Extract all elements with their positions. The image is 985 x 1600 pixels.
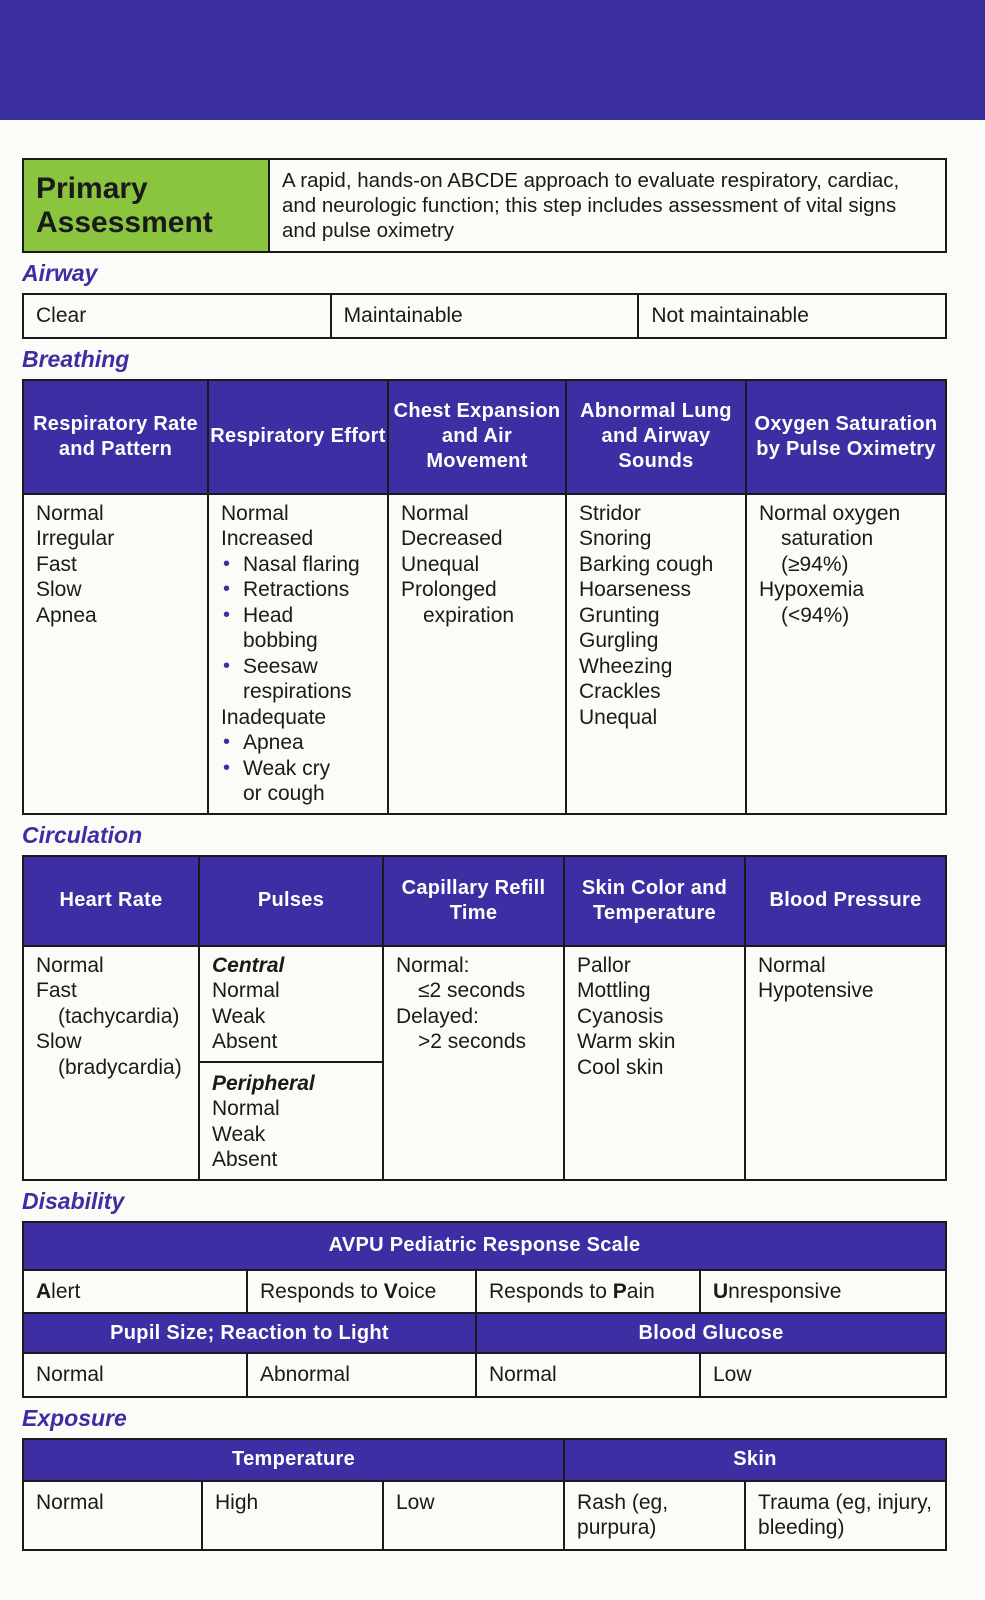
- bullet-item: • Seesaw respirations: [223, 654, 352, 703]
- chest-expansion-cell: [388, 494, 566, 814]
- list-item: (tachycardia): [58, 1004, 180, 1028]
- list-item: expiration: [423, 603, 515, 627]
- list-item: Barking cough: [579, 552, 714, 576]
- list-item: Fast: [36, 552, 77, 576]
- bullet-item: • Retractions: [223, 578, 350, 601]
- list-item: Hoarseness: [579, 578, 692, 601]
- list-item: Increased: [221, 527, 314, 550]
- list-item: Normal: [401, 501, 469, 525]
- list-item: Grunting: [579, 603, 660, 627]
- bullet-icon: •: [223, 654, 231, 677]
- lung-sounds-cell: [566, 494, 746, 814]
- list-item: Slow: [36, 1030, 82, 1053]
- pulses-cell: [199, 946, 383, 1180]
- temp-normal: Normal: [23, 1481, 202, 1550]
- avpu-unresponsive: Unresponsive: [700, 1270, 946, 1314]
- glucose-header: Blood Glucose: [476, 1313, 946, 1353]
- list-item: Absent: [212, 1148, 278, 1171]
- bullet-icon: •: [223, 552, 231, 575]
- disability-table: [22, 1221, 947, 1398]
- skin-trauma: Trauma (eg, injury, bleeding): [745, 1481, 946, 1550]
- list-item: Weak: [212, 1004, 266, 1028]
- list-item: Fast: [36, 979, 77, 1002]
- oxygen-saturation-cell: [746, 494, 946, 814]
- list-item: Normal: [212, 979, 280, 1002]
- bullet-item: • Head bobbing: [223, 603, 318, 652]
- list-item: (bradycardia): [58, 1055, 182, 1079]
- list-item: Normal:: [396, 953, 470, 977]
- list-item: Cool skin: [577, 1055, 664, 1079]
- list-item: Hypoxemia: [759, 578, 865, 601]
- airway-option: Not maintainable: [638, 294, 946, 338]
- circulation-table: [22, 855, 947, 1181]
- list-item: Normal: [758, 953, 826, 977]
- list-item: Warm skin: [577, 1030, 676, 1053]
- airway-table: [22, 293, 947, 339]
- list-item: (≥94%): [781, 552, 849, 576]
- breathing-header: Respiratory Effort: [208, 380, 388, 494]
- list-item: Unequal: [579, 705, 658, 729]
- list-item: Gurgling: [579, 629, 659, 652]
- list-item: Irregular: [36, 527, 115, 550]
- breathing-header: Abnormal Lung and Airway Sounds: [566, 380, 746, 494]
- airway-option: Maintainable: [331, 294, 639, 338]
- assessment-sheet: [22, 158, 947, 1551]
- bullet-icon: •: [223, 578, 231, 600]
- list-item: Cyanosis: [577, 1004, 664, 1028]
- airway-label: Airway: [22, 260, 98, 286]
- list-item: Snoring: [579, 527, 652, 550]
- blood-pressure-cell: [745, 946, 946, 1180]
- list-item: Mottling: [577, 979, 651, 1002]
- disability-label: Disability: [22, 1187, 125, 1214]
- circulation-header: Pulses: [199, 856, 383, 946]
- respiratory-rate-cell: [23, 494, 208, 814]
- temp-high: High: [202, 1481, 383, 1550]
- bullet-item: • Apnea: [223, 731, 304, 754]
- list-item: Crackles: [579, 680, 661, 703]
- temp-low: Low: [383, 1481, 564, 1550]
- list-item: Normal: [36, 953, 104, 977]
- circulation-label: Circulation: [22, 821, 143, 848]
- peripheral-pulse-block: [200, 1061, 382, 1173]
- peripheral-pulse-title: Peripheral: [212, 1071, 315, 1095]
- list-item: Delayed:: [396, 1004, 479, 1028]
- capillary-refill-cell: [383, 946, 564, 1180]
- respiratory-effort-cell: [208, 494, 388, 814]
- glucose-low: Low: [700, 1353, 946, 1397]
- bullet-icon: •: [223, 731, 231, 753]
- header-band: [0, 0, 985, 120]
- avpu-pain: Responds to Pain: [476, 1270, 700, 1314]
- list-item: (<94%): [781, 603, 850, 627]
- avpu-header: AVPU Pediatric Response Scale: [23, 1222, 946, 1270]
- list-item: Normal: [36, 501, 104, 525]
- central-pulse-title: Central: [212, 953, 285, 977]
- list-item: Normal oxygen: [759, 501, 901, 525]
- skin-rash: Rash (eg, purpura): [564, 1481, 745, 1550]
- list-item: saturation: [781, 527, 874, 550]
- list-item: ≤2 seconds: [418, 979, 526, 1002]
- airway-option: Clear: [23, 294, 331, 338]
- bullet-icon: •: [223, 603, 231, 626]
- heart-rate-cell: [23, 946, 199, 1180]
- circulation-header: Blood Pressure: [745, 856, 946, 946]
- breathing-header: Respiratory Rate and Pattern: [23, 380, 208, 494]
- avpu-alert: Alert: [23, 1270, 247, 1314]
- primary-assessment-description: A rapid, hands-on ABCDE approach to evaluate respiratory, cardiac, and neurologic function; this step includes assessment of vital signs and pulse oximetry: [269, 159, 946, 252]
- breathing-label: Breathing: [22, 345, 130, 372]
- list-item: Normal: [221, 501, 289, 525]
- circulation-header: Capillary Refill Time: [383, 856, 564, 946]
- bullet-icon: •: [223, 756, 231, 779]
- list-item: Stridor: [579, 501, 641, 525]
- list-item: Slow: [36, 578, 82, 601]
- pupil-header: Pupil Size; Reaction to Light: [23, 1313, 476, 1353]
- temperature-header: Temperature: [23, 1439, 564, 1481]
- list-item: Unequal: [401, 552, 480, 576]
- list-item: Decreased: [401, 527, 503, 550]
- exposure-table: [22, 1438, 947, 1551]
- bullet-item: • Nasal flaring: [223, 552, 360, 576]
- skin-header: Skin: [564, 1439, 946, 1481]
- list-item: Pallor: [577, 953, 631, 977]
- bullet-item: • Weak cry or cough: [223, 756, 331, 805]
- primary-assessment-table: [22, 158, 947, 253]
- list-item: Normal: [212, 1097, 280, 1120]
- list-item: Absent: [212, 1030, 278, 1053]
- list-item: Hypotensive: [758, 979, 874, 1002]
- pupil-abnormal: Abnormal: [247, 1353, 476, 1397]
- glucose-normal: Normal: [476, 1353, 700, 1397]
- skin-color-cell: [564, 946, 745, 1180]
- breathing-header: Chest Expansion and Air Movement: [388, 380, 566, 494]
- exposure-label: Exposure: [22, 1404, 127, 1431]
- breathing-table: [22, 379, 947, 815]
- list-item: Weak: [212, 1122, 266, 1146]
- list-item: Inadequate: [221, 705, 327, 729]
- list-item: >2 seconds: [418, 1030, 526, 1053]
- list-item: Wheezing: [579, 654, 673, 678]
- avpu-voice: Responds to Voice: [247, 1270, 476, 1314]
- circulation-header: Skin Color and Temperature: [564, 856, 745, 946]
- primary-assessment-title: Primary Assessment: [23, 159, 269, 252]
- breathing-header: Oxygen Saturation by Pulse Oximetry: [746, 380, 946, 494]
- pupil-normal: Normal: [23, 1353, 247, 1397]
- list-item: Apnea: [36, 603, 97, 627]
- circulation-header: Heart Rate: [23, 856, 199, 946]
- list-item: Prolonged: [401, 578, 497, 601]
